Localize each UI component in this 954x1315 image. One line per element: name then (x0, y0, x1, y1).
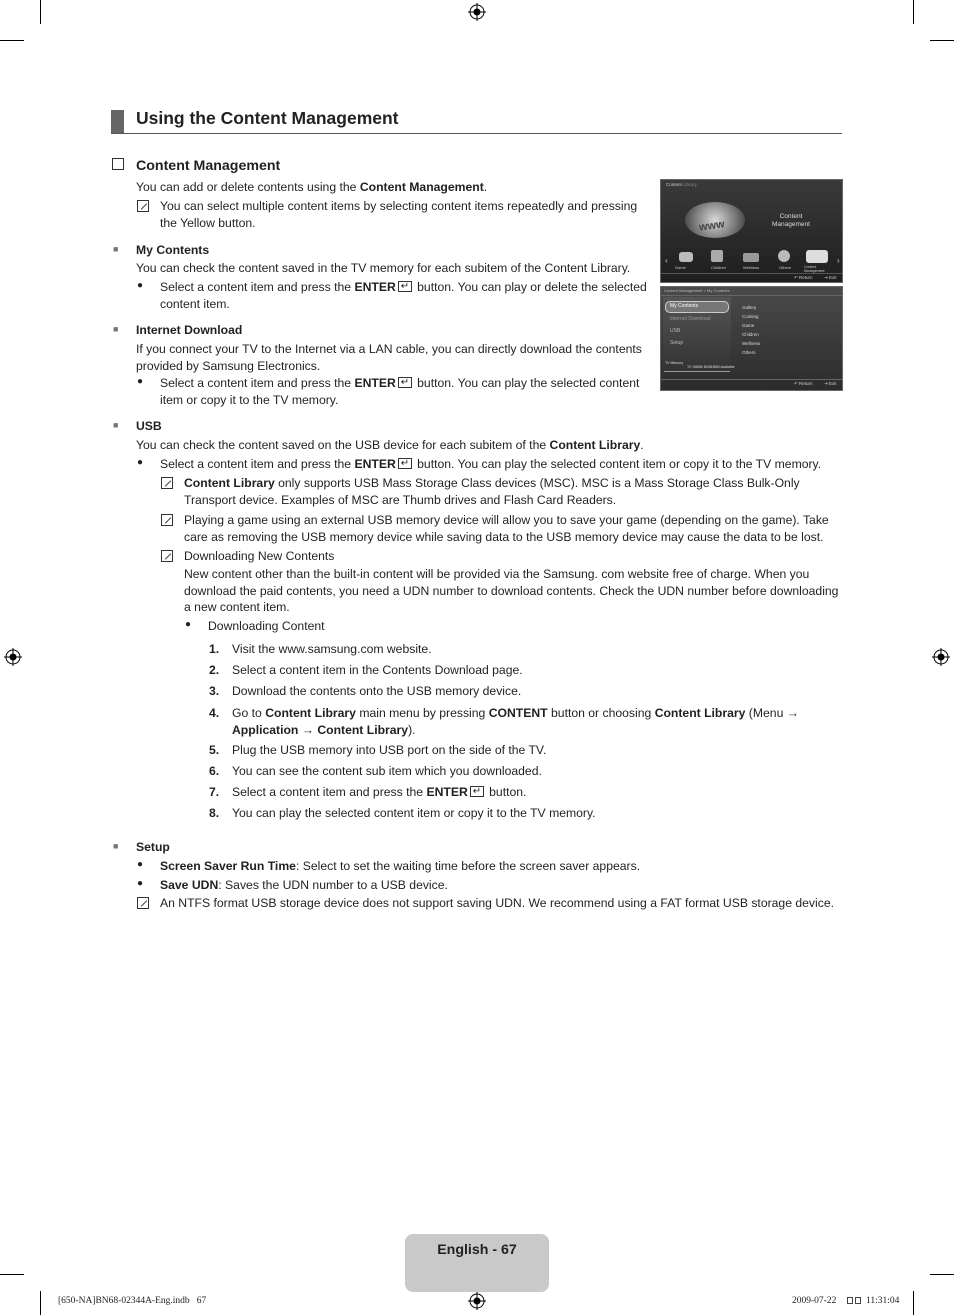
step-2: Select a content item in the Contents Download page. (232, 663, 523, 677)
usb-note-downloading-title: Downloading New Contents (184, 549, 335, 563)
tv-memory-text: TC 94MB/ 80/849MB Available (687, 365, 735, 369)
square-bullet-icon: ■ (113, 420, 119, 430)
enter-icon (470, 786, 484, 797)
crop-mark (0, 1274, 24, 1275)
step-number: 8. (209, 806, 220, 820)
step-number: 4. (209, 706, 220, 720)
bullet-icon: ● (137, 280, 144, 291)
usb-desc: You can check the content saved on the USB device for each subitem of the Content Library. (136, 438, 644, 452)
screen1-header: Content Library (666, 182, 697, 187)
icon-label-game: Game (675, 265, 686, 270)
registration-mark-icon (4, 648, 22, 666)
others-icon (778, 250, 790, 262)
subsection-heading: Content Management (136, 158, 281, 174)
file-info: [650-NA]BN68-02344A-Eng.indb 67 (58, 1296, 207, 1306)
content-management-icon (806, 250, 828, 263)
intro-note: You can select multiple content items by selecting content items repeatedly and pressing the Yellow button. (160, 199, 638, 230)
intro-text: You can add or delete contents using the Content Management. (136, 180, 488, 194)
square-bullet-icon: ■ (113, 841, 119, 851)
print-time: 11:31:04 (866, 1296, 900, 1306)
crop-mark (930, 1274, 954, 1275)
crop-mark (913, 0, 914, 24)
internet-download-desc: If you connect your TV to the Internet via a LAN cable, you can directly download the contents provided by Samsung Electronics. (136, 342, 642, 373)
page-title: Using the Content Management (136, 108, 399, 128)
bullet-icon: ● (137, 457, 144, 468)
enter-icon (398, 281, 412, 292)
step-7: Select a content item and press the ENTER↵ button. (232, 784, 526, 801)
section-title-bar (111, 108, 842, 134)
square-bullet-icon: ■ (113, 244, 119, 254)
step-number: 5. (209, 743, 220, 757)
placeholder-glyph-icon (847, 1297, 853, 1304)
bullet-icon: ● (137, 859, 144, 870)
step-6: You can see the content sub item which you downloaded. (232, 764, 542, 778)
setup-screen-saver: Screen Saver Run Time: Select to set the waiting time before the screen saver appears. (160, 859, 641, 873)
square-bullet-icon: ■ (113, 324, 119, 334)
screen2-return: ↶ Return (794, 381, 813, 386)
item-game: Game (742, 323, 755, 328)
step-5: Plug the USB memory into USB port on the side of the TV. (232, 743, 547, 757)
step-1: Visit the www.samsung.com website. (232, 642, 432, 656)
setup-note: An NTFS format USB storage device does not support saving UDN. We recommend using a FAT format USB storage device. (160, 896, 834, 910)
checkbox-square-icon (112, 158, 124, 170)
wellness-icon (743, 253, 759, 262)
note-icon (137, 200, 149, 212)
setup-save-udn: Save UDN: Saves the UDN number to a USB device. (160, 878, 448, 892)
screen1-return: ↶ Return (794, 275, 813, 280)
step-4: Go to Content Library main menu by pressing CONTENT button or choosing Content Library (Menu → Application → Content Library). (232, 706, 799, 737)
registration-mark-icon (468, 3, 486, 21)
internet-download-title: Internet Download (136, 323, 243, 337)
my-contents-bullet: Select a content item and press the ENTER↵ button. You can play or delete the selected content item. (160, 279, 654, 312)
step-8: You can play the selected content item or copy it to the TV memory. (232, 806, 596, 820)
step-number: 7. (209, 785, 220, 799)
content-library-screenshot (660, 179, 843, 283)
note-icon (161, 477, 173, 489)
screen1-label: Content Management (772, 213, 810, 228)
setup-title: Setup (136, 840, 170, 854)
placeholder-glyph-icon (855, 1297, 861, 1304)
step-number: 2. (209, 663, 220, 677)
screen1-exit: ⇥ Exit (824, 275, 837, 280)
step-3: Download the contents onto the USB memory device. (232, 684, 522, 698)
registration-mark-icon (468, 1292, 486, 1310)
item-gallery: Gallery (742, 305, 757, 310)
crop-mark (913, 1291, 914, 1315)
my-contents-screenshot (660, 286, 843, 391)
usb-bullet: Select a content item and press the ENTER↵ button. You can play the selected content item or copy it to the TV memory. (160, 456, 840, 473)
enter-icon (398, 458, 412, 469)
www-logo: www (698, 218, 726, 234)
print-date: 2009-07-22 (792, 1296, 837, 1306)
menu-item-my-contents: My Contents (670, 303, 699, 309)
note-icon (161, 514, 173, 526)
game-icon (679, 252, 693, 262)
enter-icon (398, 377, 412, 388)
bullet-icon: ● (137, 878, 144, 889)
step-number: 1. (209, 642, 220, 656)
right-arrow-icon: › (837, 256, 840, 265)
crop-mark (0, 40, 24, 41)
screen2-exit: ⇥ Exit (824, 381, 837, 386)
bullet-icon: ● (185, 619, 192, 630)
icon-label-others: Others (779, 265, 792, 270)
downloading-content-label: Downloading Content (208, 619, 325, 633)
note-icon (137, 897, 149, 909)
left-arrow-icon: ‹ (665, 256, 668, 265)
crop-mark (930, 40, 954, 41)
my-contents-title: My Contents (136, 243, 210, 257)
icon-label-children: Children (711, 265, 726, 270)
memory-bar (664, 371, 730, 372)
screen2-footer-divider (661, 379, 842, 380)
title-block-decoration (111, 110, 124, 133)
usb-note-content-library: Content Library only supports USB Mass Storage Class devices (MSC). MSC is a Mass Storage Class Bulk-Only Transport device. Examples of MSC are Thumb drives and Flash Card Readers. (184, 476, 800, 507)
screen1-divider (661, 273, 842, 274)
tv-memory-label: TV Memory (665, 361, 684, 365)
icon-label-content-management: Content Management (804, 265, 825, 273)
note-icon (161, 550, 173, 562)
screen2-header: Content Management > My Contents (664, 288, 730, 293)
menu-item-internet-download: Internet Download (670, 316, 711, 322)
icon-label-wellness: Wellness (743, 265, 760, 270)
bullet-icon: ● (137, 376, 144, 387)
item-cooking: Cooking (742, 314, 759, 319)
item-wellness: Wellness (742, 341, 761, 346)
step-number: 6. (209, 764, 220, 778)
page-number-tab (405, 1234, 549, 1292)
usb-note-game: Playing a game using an external USB memory device will allow you to save your game (depending on the game). Take care as removing the USB memory device while saving data to the USB memory device may cause the data to be lost. (184, 513, 829, 544)
step-number: 3. (209, 684, 220, 698)
item-children: Children (742, 332, 759, 337)
usb-note-downloading-text: New content other than the built-in content will be provided via the Samsung. com website free of charge. When you download the paid contents, you need a UDN number to download contents. Check the UDN number before downloading a new content item. (184, 567, 839, 614)
menu-item-usb: USB (670, 328, 681, 334)
menu-item-setup: Setup (670, 340, 684, 346)
usb-title: USB (136, 419, 162, 433)
screen2-divider (661, 295, 842, 296)
page-number: English - 67 (437, 1242, 517, 1258)
crop-mark (40, 0, 41, 24)
children-icon (711, 250, 723, 262)
crop-mark (40, 1291, 41, 1315)
my-contents-desc: You can check the content saved in the TV memory for each subitem of the Content Library. (136, 261, 631, 275)
registration-mark-icon (932, 648, 950, 666)
item-others: Others (742, 350, 756, 355)
internet-download-bullet: Select a content item and press the ENTER↵ button. You can play the selected content item or copy it to the TV memory. (160, 375, 650, 408)
